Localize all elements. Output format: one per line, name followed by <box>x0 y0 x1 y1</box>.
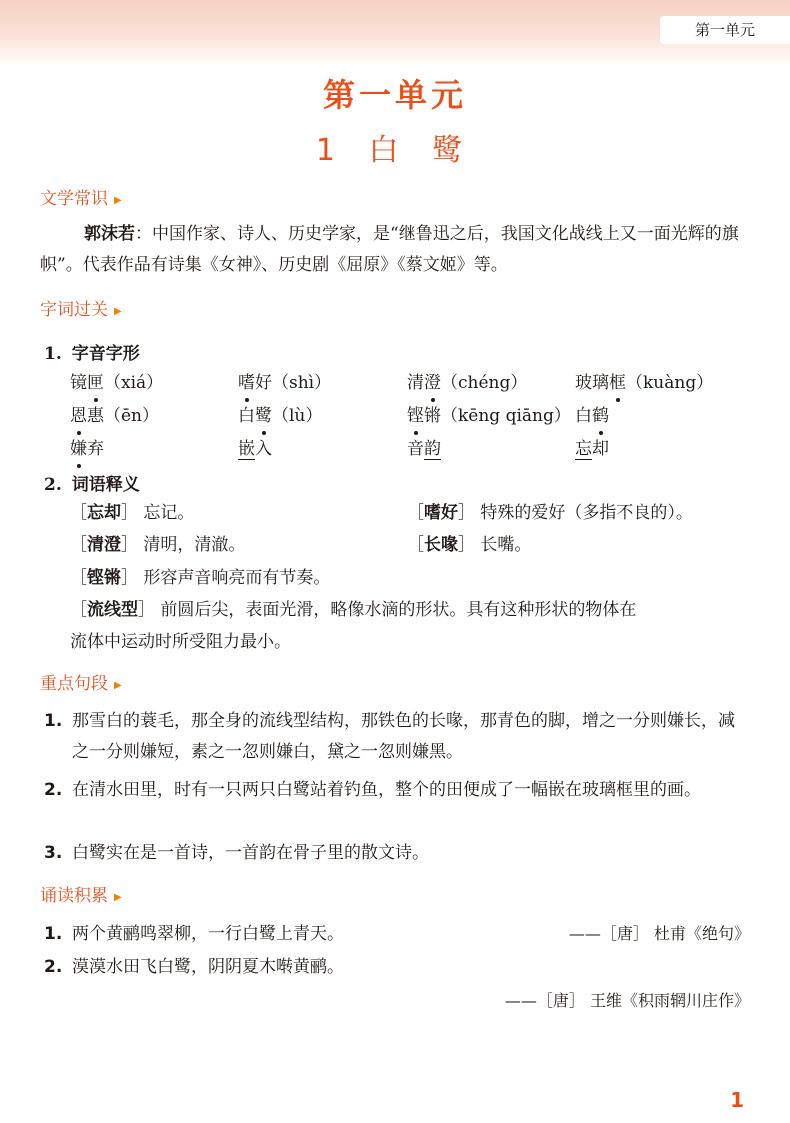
passage-item: 2. 在清水田里，时有一只两只白鹭站着钓鱼，整个的田便成了一幅嵌在玻璃框里的画。 <box>44 780 701 800</box>
running-header: 第一单元 <box>660 16 790 44</box>
definition-item-continuation: 流体中运动时所受阻力最小。 <box>70 632 291 652</box>
lesson-title: 1 白 鹭 <box>315 133 475 168</box>
vocab-item: 白鹭（lù） <box>238 401 322 432</box>
vocab-item: 恩惠（ēn） <box>70 401 159 432</box>
definition-item: ［嗜好］ 特殊的爱好（多指不良的）。 <box>407 503 693 523</box>
page-number: 1 <box>730 1088 744 1112</box>
literature-line-2: 面光辉的旗帜”。代表作品有诗集《女神》、历史剧《屈原》《蔡文姬》等。 <box>40 224 739 275</box>
definition-item: ［铿锵］ 形容声音响亮而有节奏。 <box>70 568 331 588</box>
definition-item: ［忘却］ 忘记。 <box>70 503 195 523</box>
section-label: 文学常识 <box>40 189 108 209</box>
definition-term: 铿锵 <box>87 568 121 588</box>
poem-line: 1. 两个黄鹂鸣翠柳，一行白鹭上青天。 <box>44 924 344 944</box>
vocab-item: 清澄（chéng） <box>407 368 527 399</box>
section-heading-vocab <box>40 299 122 321</box>
definition-term: 流线型 <box>87 600 138 620</box>
triangle-icon: ▶ <box>114 306 122 317</box>
triangle-icon: ▶ <box>114 892 122 903</box>
section-label: 诵读积累 <box>40 886 108 906</box>
section-label: 字词过关 <box>40 300 108 320</box>
vocab-item: 白鹤 <box>575 401 609 432</box>
triangle-icon: ▶ <box>114 195 122 206</box>
section-heading-key-passages <box>40 673 122 695</box>
definition-term: 忘却 <box>87 503 121 523</box>
vocab-item: 嵌入 <box>238 439 272 459</box>
literature-line-1: ：中国作家、诗人、历史学家，是“继鲁迅之后，我国文化战线上又一 <box>135 224 654 244</box>
author-name: 郭沫若 <box>84 224 135 244</box>
section-label: 重点句段 <box>40 674 108 694</box>
poem-source: ——［唐］ 杜甫《绝句》 <box>568 924 750 943</box>
definition-item: ［流线型］ 前圆后尖，表面光滑，略像水滴的形状。具有这种形状的物体在 <box>70 600 637 620</box>
passage-item: 1. 那雪白的蓑毛，那全身的流线型结构，那铁色的长喙，那青色的脚，增之一分则嫌长，减之一分则嫌短，素之一忽则嫌白，黛之一忽则嫌黑。 <box>44 711 735 762</box>
triangle-icon: ▶ <box>114 680 122 691</box>
literature-paragraph <box>40 219 750 281</box>
section-heading-recitation <box>40 885 122 907</box>
vocab-item: 铿锵（kēng qiāng） <box>407 401 571 432</box>
definition-item: ［清澄］ 清明，清澈。 <box>70 535 246 555</box>
unit-title: 第一单元 <box>322 76 467 114</box>
vocab-item: 忘却 <box>575 439 609 459</box>
definition-item: ［长喙］ 长嘴。 <box>407 535 532 555</box>
definition-term: 清澄 <box>87 535 121 555</box>
poem-source: ——［唐］ 王维《积雨辋川庄作》 <box>504 991 750 1010</box>
poem-line: 2. 漠漠水田飞白鹭，阴阴夏木啭黄鹂。 <box>44 957 344 977</box>
vocab-item: 嗜好（shì） <box>238 368 331 399</box>
vocab-item: 镜匣（xiá） <box>70 368 163 399</box>
vocab-part2-heading: 2. 词语释义 <box>44 475 140 495</box>
vocab-item: 音韵 <box>407 439 441 459</box>
vocab-item: 嫌弃 <box>70 434 104 465</box>
definition-term: 长喙 <box>424 535 458 555</box>
vocab-item: 玻璃框（kuàng） <box>575 368 713 399</box>
vocab-part1-heading: 1. 字音字形 <box>44 344 140 364</box>
definition-term: 嗜好 <box>424 503 458 523</box>
section-heading-literature <box>40 188 122 210</box>
passage-item: 3. 白鹭实在是一首诗，一首韵在骨子里的散文诗。 <box>44 843 429 863</box>
